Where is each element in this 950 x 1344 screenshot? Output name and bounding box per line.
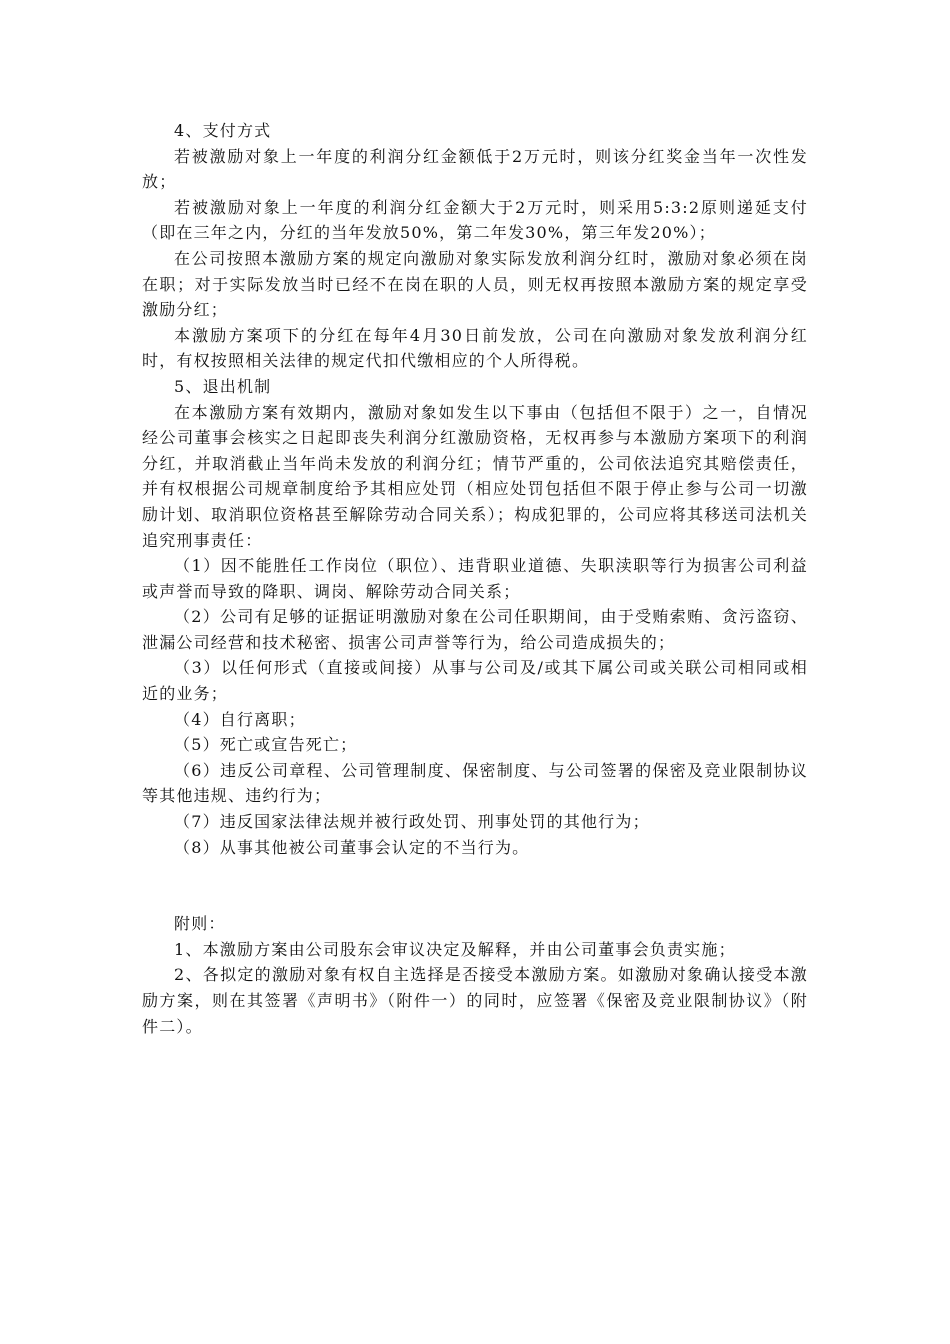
exit-item-3: （3）以任何形式（直接或间接）从事与公司及/或其下属公司或关联公司相同或相近的业务； — [142, 658, 808, 704]
section-heading-exit: 5、退出机制 — [174, 376, 272, 396]
exit-item-7: （7）违反国家法律法规并被行政处罚、刑事处罚的其他行为； — [174, 812, 650, 832]
section-heading-appendix: 附则： — [174, 914, 226, 934]
exit-item-6: （6）违反公司章程、公司管理制度、保密制度、与公司签署的保密及竞业限制协议等其他违规、违约行为； — [142, 760, 808, 806]
exit-item-5: （5）死亡或宣告死亡； — [174, 735, 358, 755]
section-spacer — [142, 860, 808, 911]
exit-intro-paragraph: 在本激励方案有效期内，激励对象如发生以下事由（包括但不限于）之一，自情况经公司董事会核实之日起即丧失利润分红激励资格，无权再参与本激励方案项下的利润分红，并取消截止当年尚未发放的利润分红；情节严重的，公司依法追究其赔偿责任，并有权根据公司规章制度给予其相应处罚（相应处罚包括但不限于停止参与公司一切激励计划、取消职位资格甚至解除劳动合同关系）；构成犯罪的，公司应将其移送司法机关追究刑事责任： — [142, 402, 808, 550]
exit-item-2: （2）公司有足够的证据证明激励对象在公司任职期间，由于受贿索贿、贪污盗窃、泄漏公司经营和技术秘密、损害公司声誉等行为，给公司造成损失的； — [142, 607, 808, 652]
appendix-paragraph-1: 1、本激励方案由公司股东会审议决定及解释，并由公司董事会负责实施； — [174, 939, 736, 959]
appendix-paragraph-2: 2、各拟定的激励对象有权自主选择是否接受本激励方案。如激励对象确认接受本激励方案，则在其签署《声明书》（附件一）的同时，应签署《保密及竞业限制协议》（附件二）。 — [142, 965, 808, 1036]
exit-item-1: （1）因不能胜任工作岗位（职位）、违背职业道德、失职渎职等行为损害公司利益或声誉而导致的降职、调岗、解除劳动合同关系； — [142, 556, 808, 601]
exit-item-4: （4）自行离职； — [174, 709, 306, 729]
section-heading-payment: 4、支付方式 — [174, 121, 272, 140]
payment-paragraph-2: 若被激励对象上一年度的利润分红金额大于2万元时，则采用5:3:2原则递延支付（即在三年之内，分红的当年发放50%，第二年发30%，第三年发20%）； — [142, 197, 808, 243]
payment-paragraph-4: 本激励方案项下的分红在每年4月30日前发放，公司在向激励对象发放利润分红时，有权按照相关法律的规定代扣代缴相应的个人所得税。 — [142, 325, 808, 371]
payment-paragraph-3: 在公司按照本激励方案的规定向激励对象实际发放利润分红时，激励对象必须在岗在职；对于实际发放当时已经不在岗在职的人员，则无权再按照本激励方案的规定享受激励分红； — [142, 248, 808, 320]
exit-item-8: （8）从事其他被公司董事会认定的不当行为。 — [174, 837, 530, 857]
payment-paragraph-1: 若被激励对象上一年度的利润分红金额低于2万元时，则该分红奖金当年一次性发放； — [142, 146, 808, 192]
document-page — [142, 118, 808, 1039]
